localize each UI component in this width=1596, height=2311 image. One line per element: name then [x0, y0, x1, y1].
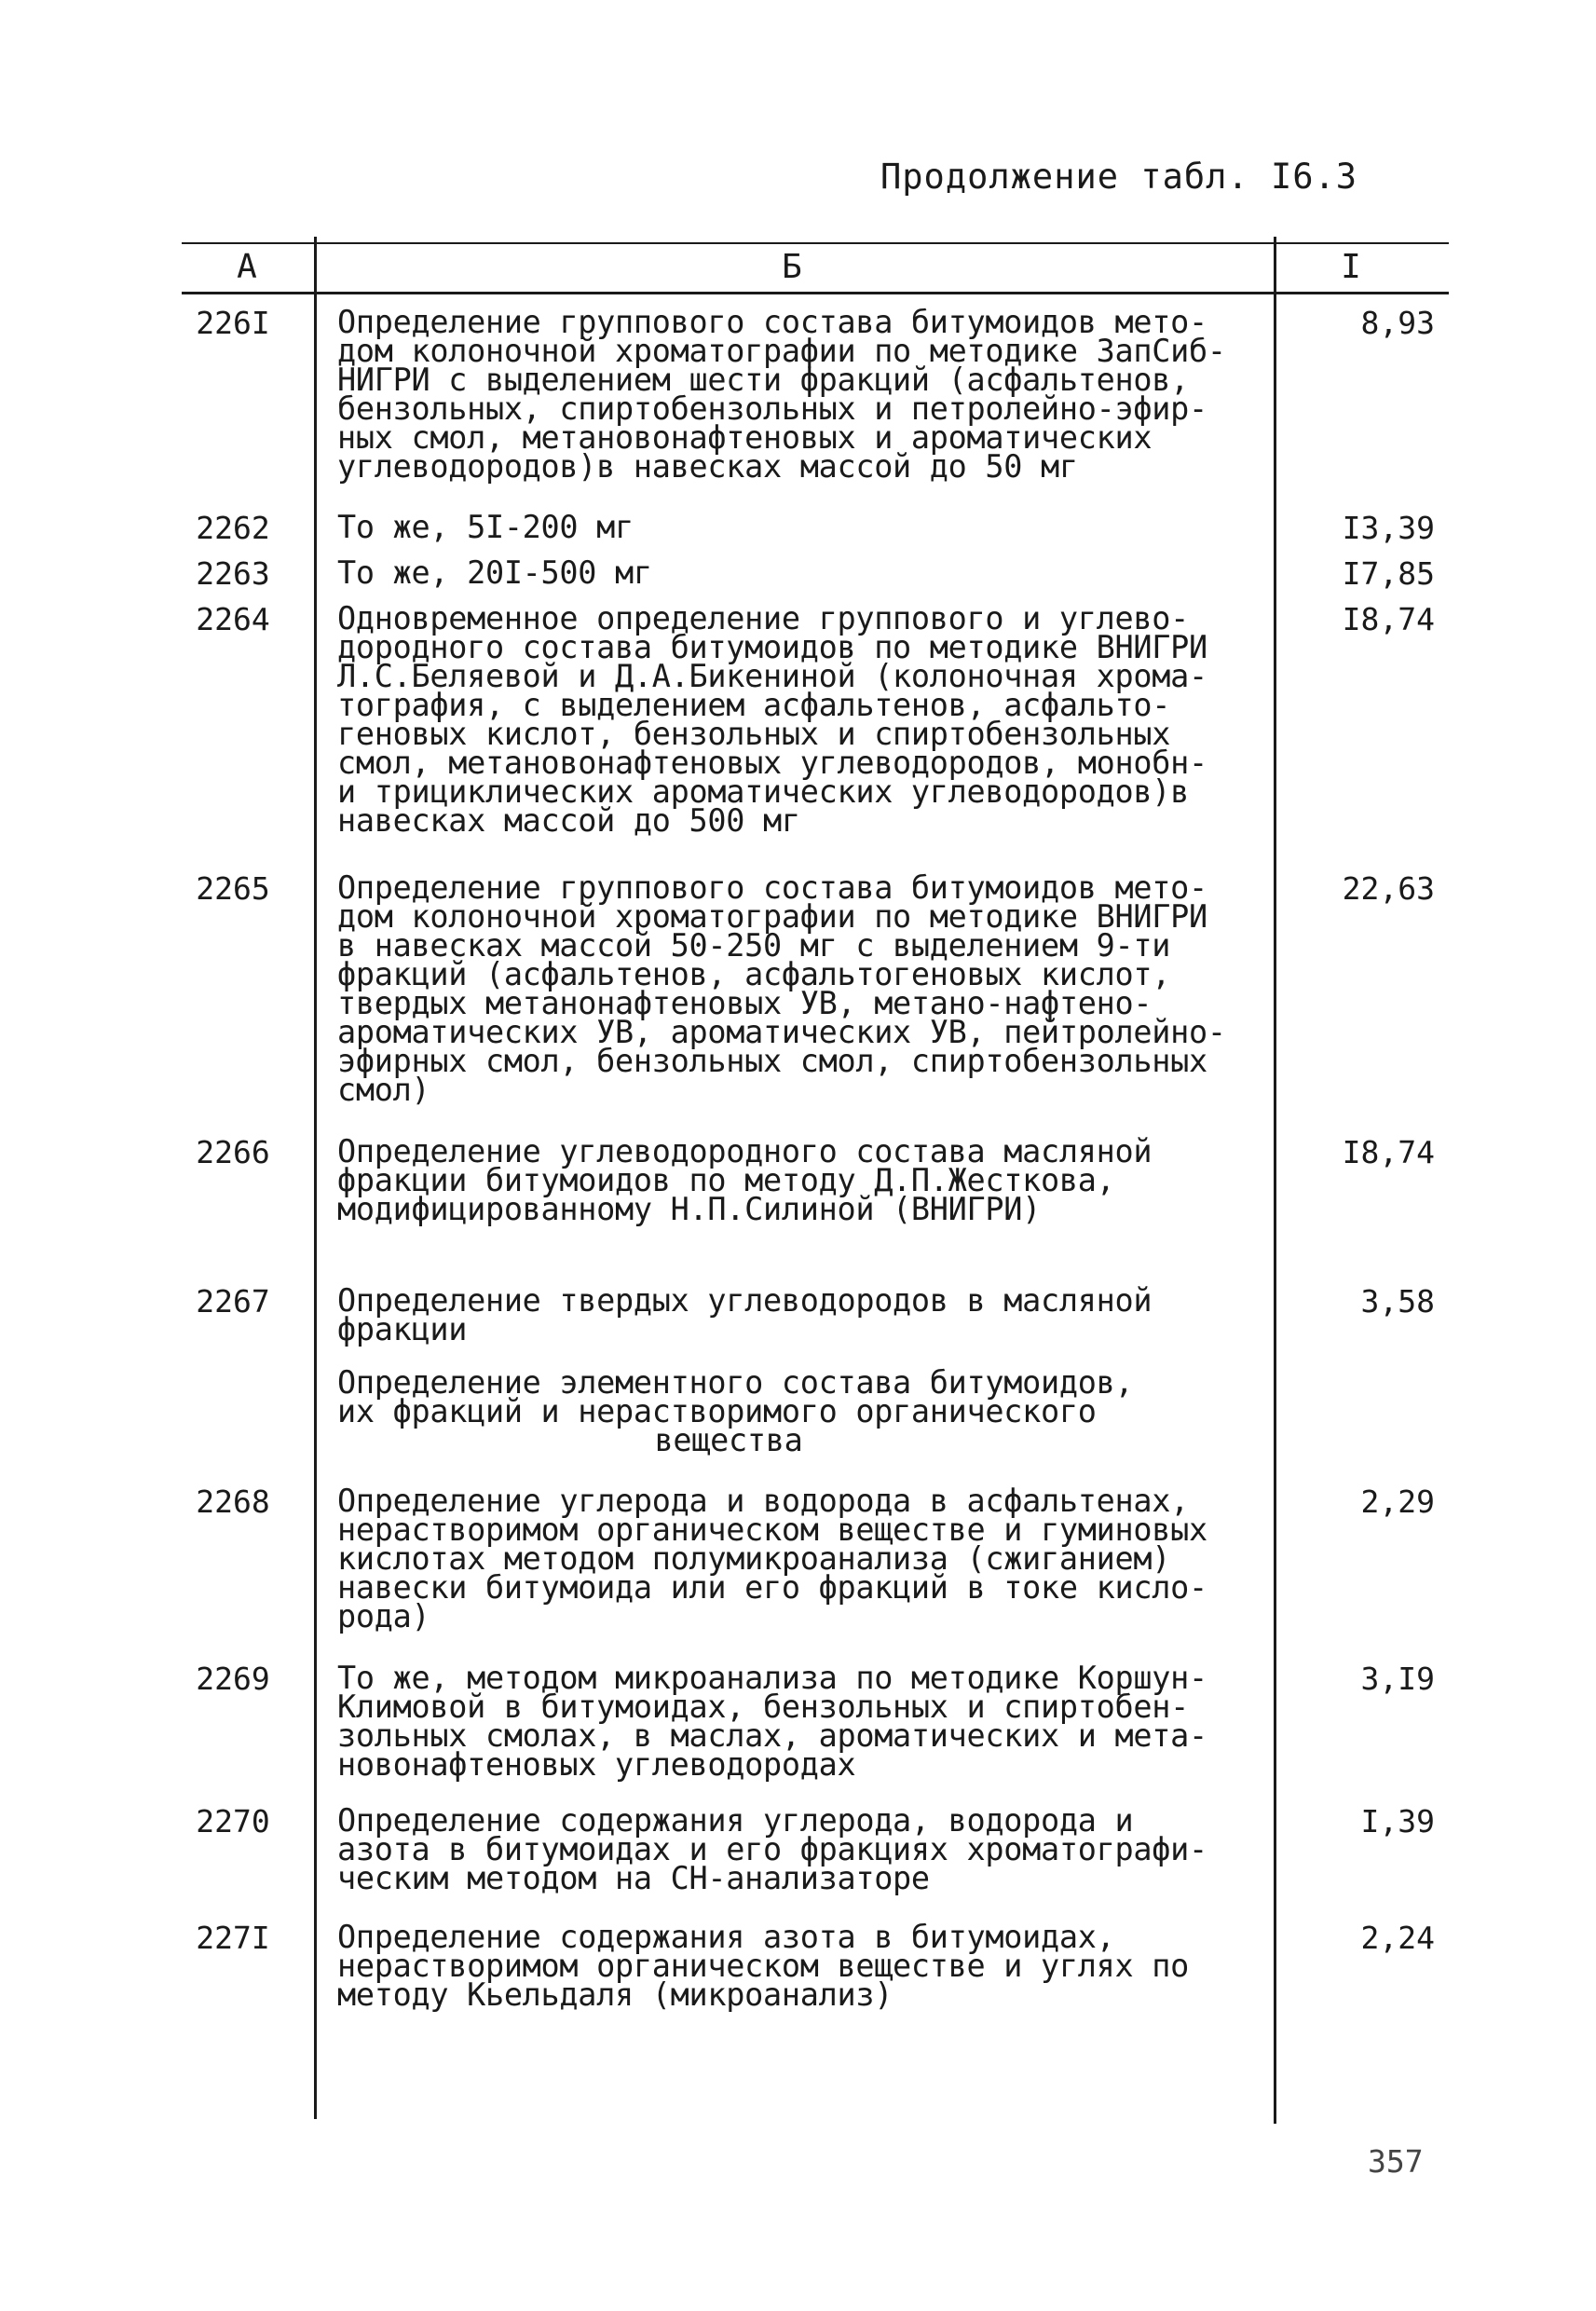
- row-description: [337, 1802, 1260, 1896]
- column-divider-right: [1274, 237, 1276, 2124]
- table-caption: Продолжение табл. I6.3: [880, 157, 1358, 197]
- row-value: 3,58: [1360, 1283, 1435, 1320]
- description-line: новонафтеновых углеводородах: [337, 1746, 856, 1783]
- row-value: I,39: [1360, 1803, 1435, 1839]
- row-value: I8,74: [1342, 1134, 1435, 1170]
- row-code: 2265: [196, 870, 270, 907]
- description-line: Определение группового состава битумоидов мето-: [337, 869, 1207, 906]
- description-line: То же, 5I-200 мг: [337, 509, 634, 545]
- description-line: смол, метановонафтеновых углеводородов, монобн-: [337, 745, 1207, 781]
- description-line: Определение содержания азота в битумоидах,: [337, 1919, 1115, 1955]
- row-value: 3,I9: [1360, 1661, 1435, 1697]
- description-line: Одновременное определение группового и углево-: [337, 600, 1189, 636]
- description-line: кислотах методом полумикроанализа (сжиганием): [337, 1540, 1171, 1577]
- description-line: Определение твердых углеводородов в масляной: [337, 1282, 1153, 1319]
- description-line: нерастворимом органическом веществе и углях по: [337, 1948, 1189, 1984]
- description-line: геновых кислот, бензольных и спиртобензольных: [337, 716, 1171, 752]
- description-line: твердых метанонафтеновых УВ, метано-нафтено-: [337, 985, 1153, 1021]
- description-line: навески битумоида или его фракций в токе кисло-: [337, 1569, 1207, 1606]
- section-heading-line: вещества: [654, 1422, 803, 1458]
- description-line: смол): [337, 1072, 430, 1108]
- row-value: I7,85: [1342, 555, 1435, 592]
- column-divider-left: [314, 237, 317, 2119]
- description-line: дом колоночной хроматографии по методике ЗапСиб-: [337, 333, 1226, 369]
- row-code: 2269: [196, 1661, 270, 1697]
- description-line: нерастворимом органическом веществе и гуминовых: [337, 1511, 1207, 1548]
- row-description: [337, 869, 1260, 1108]
- column-header-a: А: [237, 248, 257, 286]
- description-line: НИГРИ с выделением шести фракций (асфальтенов,: [337, 362, 1189, 398]
- row-value: I8,74: [1342, 601, 1435, 637]
- row-value: I3,39: [1342, 510, 1435, 546]
- description-line: Климовой в битумоидах, бензольных и спиртобен-: [337, 1689, 1189, 1725]
- description-line: дом колоночной хроматографии по методике ВНИГРИ: [337, 898, 1207, 935]
- description-line: Л.С.Беляевой и Д.А.Бикениной (колоночная хрома-: [337, 658, 1207, 694]
- description-line: Определение углеводородного состава масляной: [337, 1133, 1153, 1169]
- row-code: 2270: [196, 1803, 270, 1839]
- description-line: модифицированному Н.П.Силиной (ВНИГРИ): [337, 1191, 1042, 1227]
- row-code: 227I: [196, 1920, 270, 1956]
- row-description: [337, 304, 1260, 485]
- description-line: фракции битумоидов по методу Д.П.Жесткова,: [337, 1162, 1115, 1198]
- description-line: Определение содержания углерода, водорода и: [337, 1802, 1134, 1839]
- row-value: 2,24: [1360, 1920, 1435, 1956]
- row-description: [337, 509, 1260, 545]
- row-description: [337, 1282, 1260, 1347]
- row-code: 2262: [196, 510, 270, 546]
- description-line: бензольных, спиртобензольных и петролейно-эфир-: [337, 390, 1207, 427]
- description-line: и трициклических ароматических углеводородов)в: [337, 773, 1189, 810]
- row-description: [337, 1919, 1260, 2013]
- description-line: азота в битумоидах и его фракциях хроматографи-: [337, 1831, 1207, 1867]
- description-line: зольных смолах, в маслах, ароматических и мета-: [337, 1717, 1207, 1754]
- description-line: в навесках массой 50-250 мг с выделением 9-ти: [337, 927, 1171, 964]
- page-number: 357: [1368, 2143, 1424, 2180]
- row-value: 2,29: [1360, 1484, 1435, 1520]
- description-line: навесках массой до 500 мг: [337, 802, 800, 839]
- header-bottom-rule: [182, 292, 1449, 294]
- description-line: рода): [337, 1598, 430, 1634]
- description-line: фракций (асфальтенов, асфальтогеновых кислот,: [337, 956, 1171, 992]
- description-line: Определение группового состава битумоидов мето-: [337, 304, 1207, 340]
- column-header-b: Б: [782, 248, 802, 286]
- row-description: [337, 1483, 1260, 1634]
- row-description: [337, 554, 1260, 591]
- row-code: 2266: [196, 1134, 270, 1170]
- column-header-c: I: [1341, 248, 1361, 286]
- row-code: 2264: [196, 601, 270, 637]
- row-code: 2267: [196, 1283, 270, 1320]
- row-description: [337, 1133, 1260, 1227]
- row-value: 8,93: [1360, 305, 1435, 341]
- row-code: 2268: [196, 1484, 270, 1520]
- row-value: 22,63: [1342, 870, 1435, 907]
- description-line: ных смол, метановонафтеновых и ароматических: [337, 419, 1153, 456]
- section-heading-line: Определение элементного состава битумоидов,: [337, 1364, 1134, 1401]
- row-code: 226I: [196, 305, 270, 341]
- description-line: То же, 20I-500 мг: [337, 554, 652, 591]
- description-line: методу Кьельдаля (микроанализ): [337, 1976, 893, 2013]
- header-top-rule: [182, 242, 1449, 244]
- description-line: дородного состава битумоидов по методике ВНИГРИ: [337, 629, 1207, 665]
- section-heading: [337, 1364, 1260, 1458]
- description-line: углеводородов)в навесках массой до 50 мг: [337, 448, 1078, 485]
- row-description: [337, 600, 1260, 839]
- description-line: фракции: [337, 1311, 468, 1347]
- row-description: [337, 1660, 1260, 1783]
- row-code: 2263: [196, 555, 270, 592]
- description-line: ароматических УВ, ароматических УВ, пейтролейно-: [337, 1014, 1226, 1050]
- description-line: тография, с выделением асфальтенов, асфальто-: [337, 687, 1171, 723]
- description-line: ческим методом на СН-анализаторе: [337, 1860, 930, 1896]
- section-heading-line: их фракций и нерастворимого органического: [337, 1393, 1097, 1429]
- description-line: То же, методом микроанализа по методике Коршун-: [337, 1660, 1207, 1696]
- description-line: эфирных смол, бензольных смол, спиртобензольных: [337, 1043, 1207, 1079]
- description-line: Определение углерода и водорода в асфальтенах,: [337, 1483, 1189, 1519]
